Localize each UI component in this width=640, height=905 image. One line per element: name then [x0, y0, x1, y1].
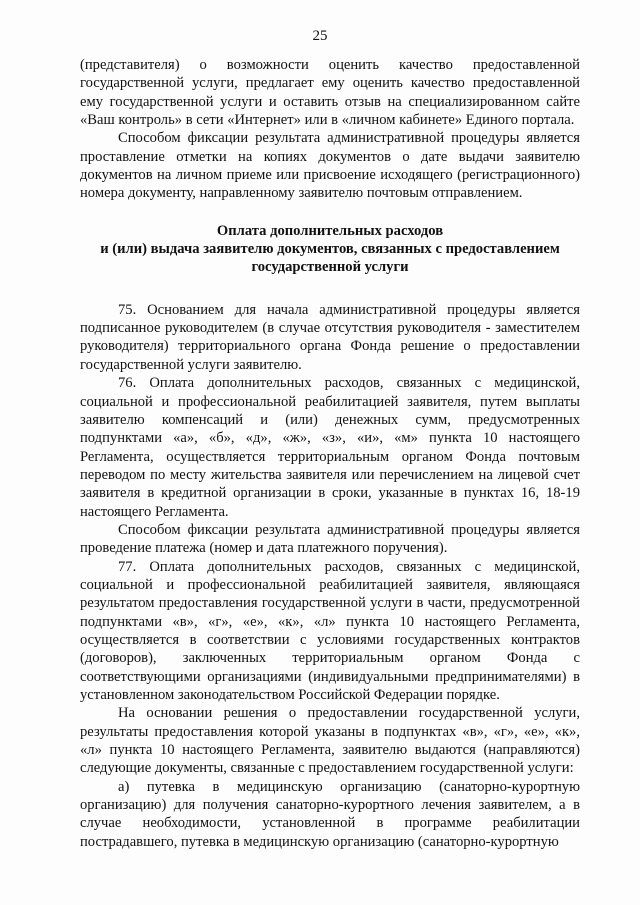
paragraph-payment-fixation: Способом фиксации результата административной процедуры является проведение платежа (номер и дата платежного поручения).	[80, 521, 580, 557]
paragraph-75: 75. Основанием для начала административной процедуры является подписанное руководителем (в случае отсутствия руководителя - заместителем руководителя) территориального органа Фонда решение о предоставлении государственной услуги заявителю.	[80, 301, 580, 373]
paragraph-continuation: (представителя) о возможности оценить качество предоставленной государственной услуги, предлагает ему оценить качество предоставленной ему государственной услуги и оставить отзыв на специализированном сайте «Ваш контроль» в сети «Интернет» или в «личном кабинете» Единого портала.	[80, 57, 580, 129]
section-heading-line-3: государственной услуги	[251, 259, 409, 276]
list-item-a: а) путевка в медицинскую организацию (санаторно-курортную организацию) для получения санаторно-курортного лечения заявителем, а в случае необходимости, установленной в программе реабилитации пострадавшего, путевка в медицинскую организацию (санаторно-курортную	[80, 778, 580, 850]
paragraph-76: 76. Оплата дополнительных расходов, связанных с медицинской, социальной и профессиональной реабилитацией заявителя, путем выплаты заявителю компенсаций и (или) денежных сумм, предусмотренных подпунктами «а», «б», «д», «ж», «з», «и», «м» пункта 10 настоящего Регламента, осуществляется территориальным органом Фонда почтовым переводом по месту жительства заявителя или перечислением на лицевой счет заявителя в кредитной организации в сроки, указанные в пунктах 16, 18-19 настоящего Регламента.	[80, 375, 580, 520]
section-heading	[80, 222, 580, 277]
section-heading-line-2: и (или) выдача заявителю документов, связанных с предоставлением	[100, 241, 560, 258]
paragraph-documents-issued: На основании решения о предоставлении государственной услуги, результаты предоставления которой указаны в подпунктах «в», «г», «е», «к», «л» пункта 10 настоящего Регламента, заявителю выдаются (направляются) следующие документы, связанные с предоставлением государственной услуги:	[80, 705, 580, 777]
paragraph-77: 77. Оплата дополнительных расходов, связанных с медицинской, социальной и профессиональной реабилитацией заявителя, являющаяся результатом предоставления государственной услуги в части, предусмотренной подпунктами «в», «г», «е», «к», «л» пункта 10 настоящего Регламента, осуществляется в соответствии с условиями государственных контрактов (договоров), заключенных территориальным органом Фонда с соответствующими организациями (индивидуальными предпринимателями) в установленном законодательством Российской Федерации порядке.	[80, 558, 580, 703]
section-heading-line-1: Оплата дополнительных расходов	[216, 222, 444, 239]
page-number: 25	[312, 28, 328, 44]
paragraph-fixation-method: Способом фиксации результата административной процедуры является проставление отметки на копиях документов о дате выдачи заявителю документов на личном приеме или присвоение исходящего (регистрационного) номера документу, направленному заявителю почтовым отправлением.	[80, 130, 580, 202]
document-body	[80, 56, 580, 851]
